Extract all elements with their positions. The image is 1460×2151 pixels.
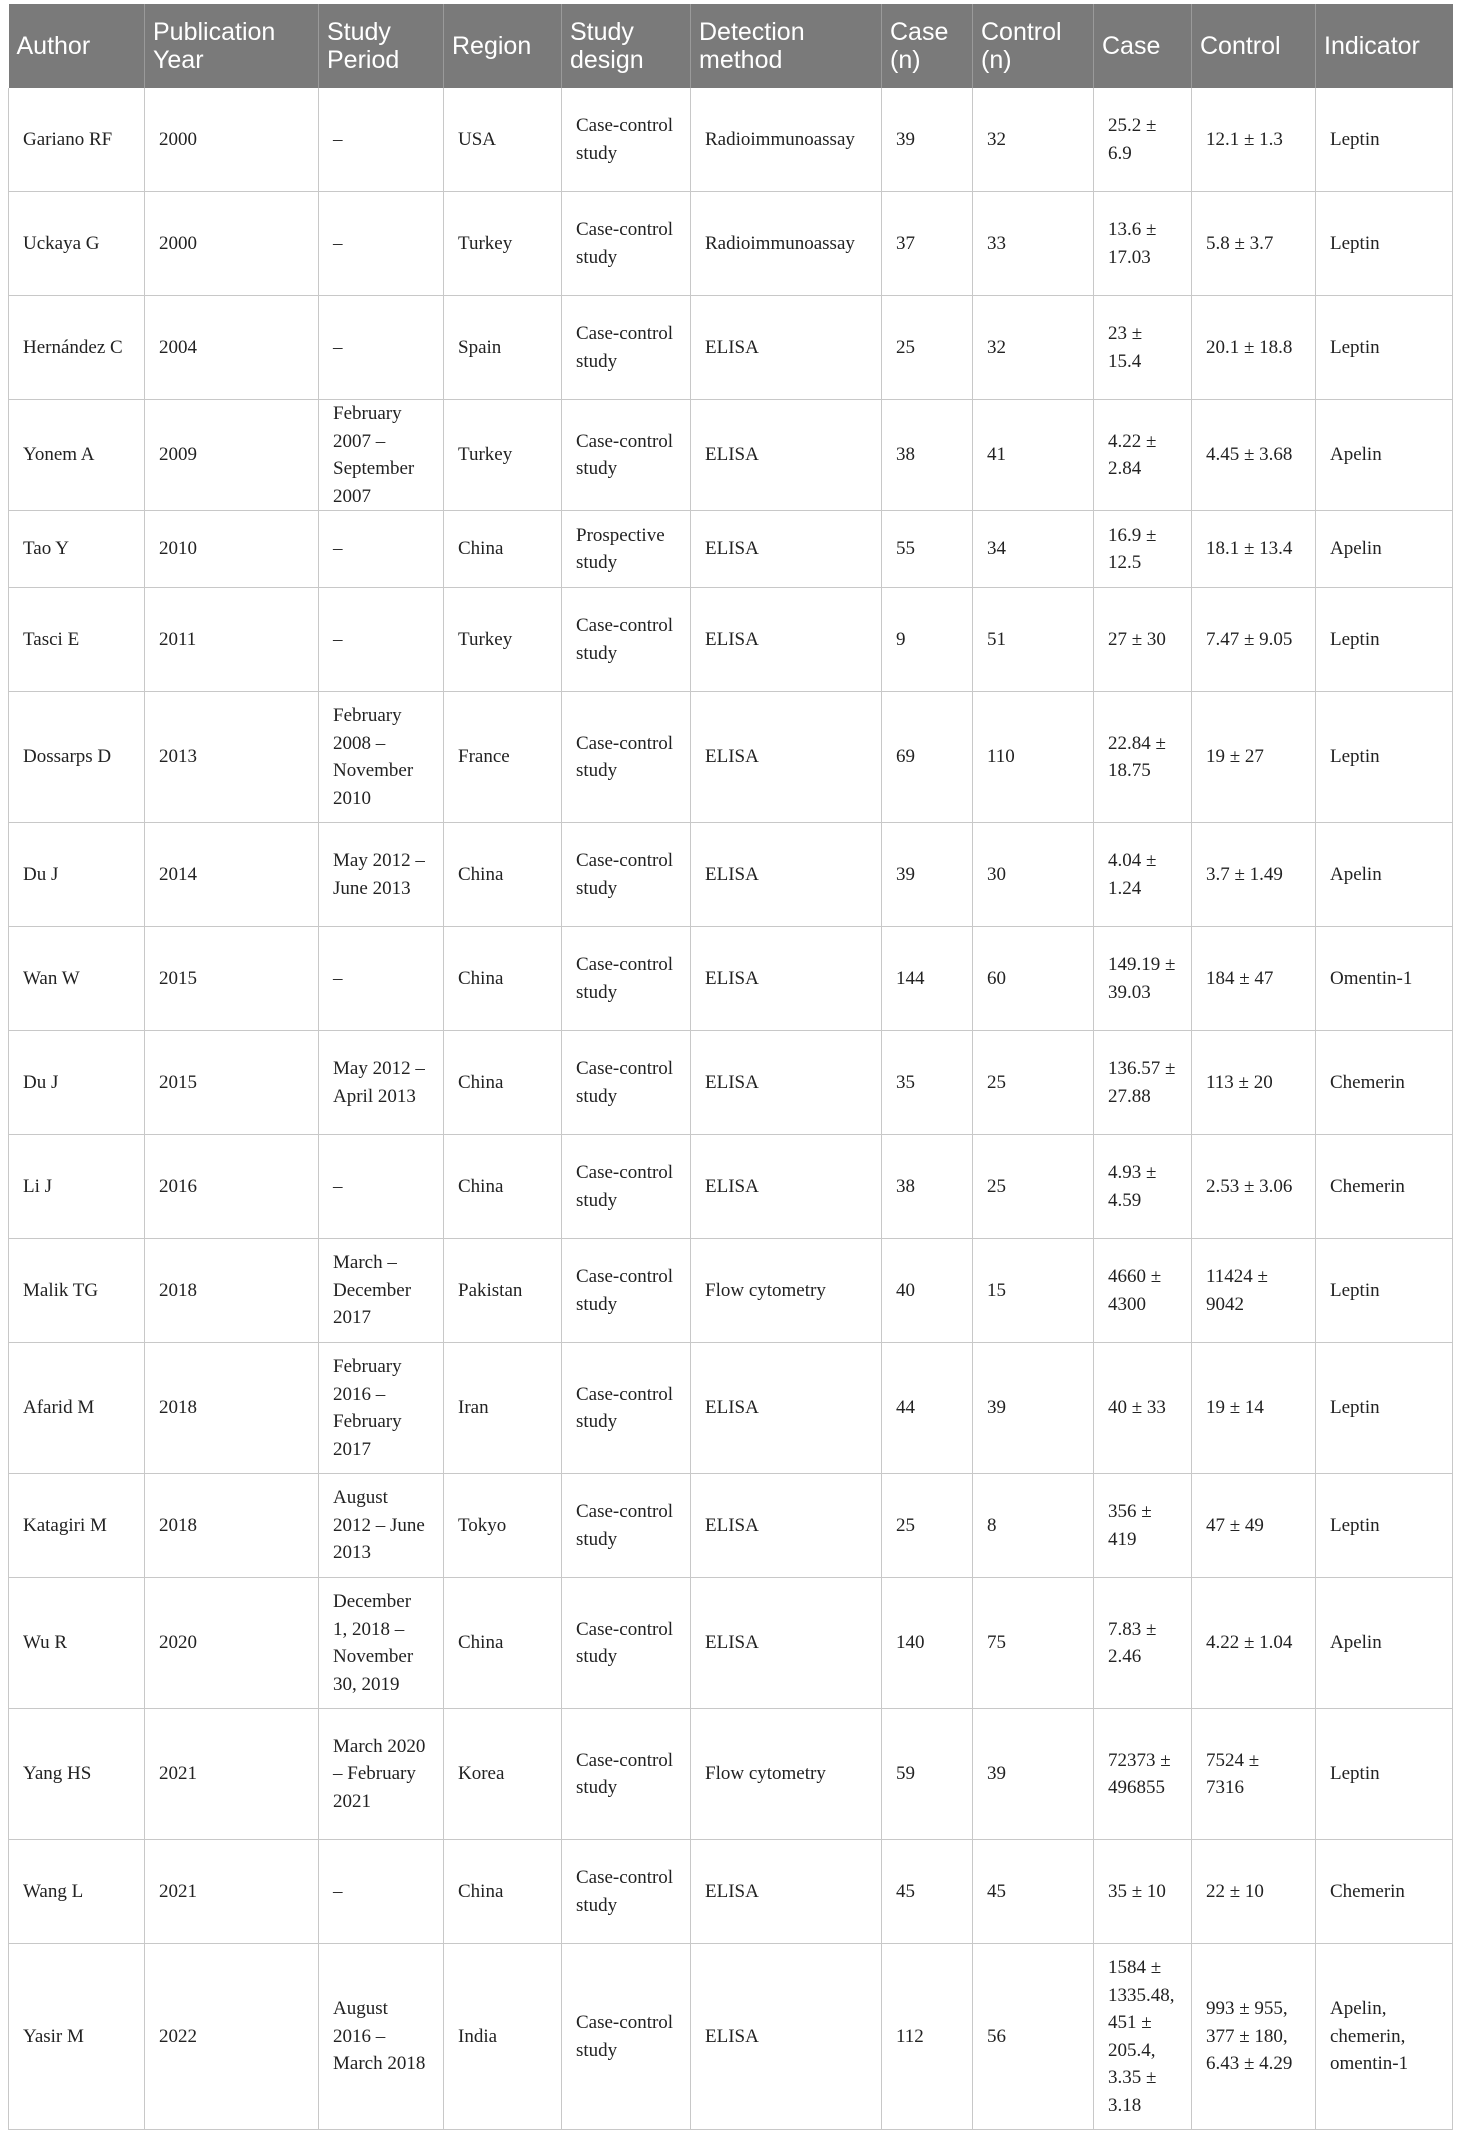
cell-publication-year: 2022 bbox=[145, 1944, 319, 2130]
cell-control-n: 110 bbox=[973, 692, 1094, 823]
cell-indicator: Omentin-1 bbox=[1316, 927, 1453, 1031]
cell-control: 5.8 ± 3.7 bbox=[1192, 192, 1316, 296]
cell-author: Yonem A bbox=[9, 400, 145, 511]
cell-indicator: Apelin bbox=[1316, 511, 1453, 588]
cell-region: India bbox=[444, 1944, 562, 2130]
cell-study-design: Case-control study bbox=[562, 192, 691, 296]
cell-detection-method: ELISA bbox=[691, 400, 882, 511]
cell-control: 184 ± 47 bbox=[1192, 927, 1316, 1031]
cell-indicator: Leptin bbox=[1316, 1474, 1453, 1578]
cell-case-n: 40 bbox=[882, 1239, 973, 1343]
cell-case-n: 59 bbox=[882, 1709, 973, 1840]
cell-study-design: Case-control study bbox=[562, 296, 691, 400]
cell-publication-year: 2010 bbox=[145, 511, 319, 588]
header-study-design: Study design bbox=[562, 4, 691, 88]
cell-study-design: Case-control study bbox=[562, 1135, 691, 1239]
cell-author: Tasci E bbox=[9, 588, 145, 692]
cell-indicator: Leptin bbox=[1316, 692, 1453, 823]
cell-region: USA bbox=[444, 88, 562, 192]
cell-author: Du J bbox=[9, 1031, 145, 1135]
cell-author: Yang HS bbox=[9, 1709, 145, 1840]
cell-author: Wu R bbox=[9, 1578, 145, 1709]
cell-detection-method: ELISA bbox=[691, 1031, 882, 1135]
cell-case-n: 140 bbox=[882, 1578, 973, 1709]
cell-study-period: – bbox=[319, 1135, 444, 1239]
cell-indicator: Apelin bbox=[1316, 823, 1453, 927]
cell-author: Yasir M bbox=[9, 1944, 145, 2130]
cell-control: 2.53 ± 3.06 bbox=[1192, 1135, 1316, 1239]
table-row bbox=[9, 1840, 1453, 1944]
cell-case-n: 144 bbox=[882, 927, 973, 1031]
cell-control-n: 56 bbox=[973, 1944, 1094, 2130]
cell-case: 149.19 ± 39.03 bbox=[1094, 927, 1192, 1031]
cell-author: Malik TG bbox=[9, 1239, 145, 1343]
table-row bbox=[9, 588, 1453, 692]
cell-case-n: 25 bbox=[882, 1474, 973, 1578]
header-control: Control bbox=[1192, 4, 1316, 88]
cell-case: 25.2 ± 6.9 bbox=[1094, 88, 1192, 192]
cell-region: Turkey bbox=[444, 192, 562, 296]
cell-study-period: August 2016 – March 2018 bbox=[319, 1944, 444, 2130]
cell-author: Dossarps D bbox=[9, 692, 145, 823]
cell-detection-method: ELISA bbox=[691, 1578, 882, 1709]
cell-control: 7.47 ± 9.05 bbox=[1192, 588, 1316, 692]
cell-region: Pakistan bbox=[444, 1239, 562, 1343]
table-row bbox=[9, 692, 1453, 823]
header-indicator: Indicator bbox=[1316, 4, 1453, 88]
cell-detection-method: ELISA bbox=[691, 588, 882, 692]
cell-publication-year: 2015 bbox=[145, 927, 319, 1031]
cell-control-n: 39 bbox=[973, 1343, 1094, 1474]
cell-case: 4.22 ± 2.84 bbox=[1094, 400, 1192, 511]
cell-indicator: Leptin bbox=[1316, 588, 1453, 692]
cell-indicator: Apelin, chemerin, omentin-1 bbox=[1316, 1944, 1453, 2130]
cell-region: Turkey bbox=[444, 400, 562, 511]
cell-indicator: Chemerin bbox=[1316, 1840, 1453, 1944]
cell-region: Korea bbox=[444, 1709, 562, 1840]
table-row bbox=[9, 1239, 1453, 1343]
table-row bbox=[9, 1709, 1453, 1840]
cell-case: 27 ± 30 bbox=[1094, 588, 1192, 692]
cell-author: Tao Y bbox=[9, 511, 145, 588]
cell-control-n: 45 bbox=[973, 1840, 1094, 1944]
header-case-n: Case (n) bbox=[882, 4, 973, 88]
cell-detection-method: Radioimmunoassay bbox=[691, 192, 882, 296]
cell-publication-year: 2021 bbox=[145, 1840, 319, 1944]
cell-region: China bbox=[444, 1031, 562, 1135]
cell-author: Katagiri M bbox=[9, 1474, 145, 1578]
table-row bbox=[9, 1578, 1453, 1709]
table-row bbox=[9, 1135, 1453, 1239]
cell-control-n: 32 bbox=[973, 296, 1094, 400]
cell-publication-year: 2016 bbox=[145, 1135, 319, 1239]
cell-region: China bbox=[444, 823, 562, 927]
cell-study-period: March – December 2017 bbox=[319, 1239, 444, 1343]
cell-publication-year: 2020 bbox=[145, 1578, 319, 1709]
cell-control: 11424 ± 9042 bbox=[1192, 1239, 1316, 1343]
cell-control: 47 ± 49 bbox=[1192, 1474, 1316, 1578]
table-row bbox=[9, 823, 1453, 927]
cell-control: 20.1 ± 18.8 bbox=[1192, 296, 1316, 400]
cell-author: Hernández C bbox=[9, 296, 145, 400]
cell-control: 7524 ± 7316 bbox=[1192, 1709, 1316, 1840]
cell-study-design: Case-control study bbox=[562, 692, 691, 823]
cell-study-period: May 2012 – April 2013 bbox=[319, 1031, 444, 1135]
table-row bbox=[9, 1474, 1453, 1578]
cell-case: 16.9 ± 12.5 bbox=[1094, 511, 1192, 588]
cell-case-n: 112 bbox=[882, 1944, 973, 2130]
cell-indicator: Chemerin bbox=[1316, 1135, 1453, 1239]
cell-case-n: 39 bbox=[882, 88, 973, 192]
header-case: Case bbox=[1094, 4, 1192, 88]
cell-publication-year: 2018 bbox=[145, 1474, 319, 1578]
cell-case-n: 45 bbox=[882, 1840, 973, 1944]
cell-case-n: 25 bbox=[882, 296, 973, 400]
cell-study-period: February 2016 – February 2017 bbox=[319, 1343, 444, 1474]
table-header-row bbox=[9, 4, 1453, 88]
cell-case-n: 38 bbox=[882, 1135, 973, 1239]
cell-study-period: – bbox=[319, 296, 444, 400]
cell-detection-method: Radioimmunoassay bbox=[691, 88, 882, 192]
cell-indicator: Chemerin bbox=[1316, 1031, 1453, 1135]
cell-detection-method: ELISA bbox=[691, 296, 882, 400]
table-row bbox=[9, 1031, 1453, 1135]
cell-indicator: Leptin bbox=[1316, 296, 1453, 400]
cell-study-period: – bbox=[319, 192, 444, 296]
cell-control-n: 60 bbox=[973, 927, 1094, 1031]
table-row bbox=[9, 1944, 1453, 2130]
header-author: Author bbox=[9, 4, 145, 88]
cell-author: Uckaya G bbox=[9, 192, 145, 296]
cell-study-design: Case-control study bbox=[562, 927, 691, 1031]
cell-case-n: 69 bbox=[882, 692, 973, 823]
cell-region: China bbox=[444, 511, 562, 588]
cell-study-design: Case-control study bbox=[562, 823, 691, 927]
header-detection-method: Detection method bbox=[691, 4, 882, 88]
cell-detection-method: ELISA bbox=[691, 511, 882, 588]
cell-control: 18.1 ± 13.4 bbox=[1192, 511, 1316, 588]
cell-control-n: 25 bbox=[973, 1031, 1094, 1135]
cell-case-n: 55 bbox=[882, 511, 973, 588]
cell-control-n: 39 bbox=[973, 1709, 1094, 1840]
cell-study-period: February 2007 – September 2007 bbox=[319, 400, 444, 511]
cell-study-period: May 2012 – June 2013 bbox=[319, 823, 444, 927]
cell-indicator: Apelin bbox=[1316, 400, 1453, 511]
cell-case: 22.84 ± 18.75 bbox=[1094, 692, 1192, 823]
table-body bbox=[9, 88, 1453, 2130]
cell-case: 40 ± 33 bbox=[1094, 1343, 1192, 1474]
cell-author: Li J bbox=[9, 1135, 145, 1239]
cell-study-design: Case-control study bbox=[562, 1343, 691, 1474]
cell-publication-year: 2009 bbox=[145, 400, 319, 511]
cell-region: Iran bbox=[444, 1343, 562, 1474]
cell-case: 136.57 ± 27.88 bbox=[1094, 1031, 1192, 1135]
cell-author: Afarid M bbox=[9, 1343, 145, 1474]
cell-control-n: 30 bbox=[973, 823, 1094, 927]
cell-control: 3.7 ± 1.49 bbox=[1192, 823, 1316, 927]
cell-control-n: 33 bbox=[973, 192, 1094, 296]
cell-study-period: – bbox=[319, 88, 444, 192]
cell-study-design: Case-control study bbox=[562, 1840, 691, 1944]
table-row bbox=[9, 1343, 1453, 1474]
cell-detection-method: ELISA bbox=[691, 1343, 882, 1474]
cell-publication-year: 2018 bbox=[145, 1343, 319, 1474]
cell-region: China bbox=[444, 927, 562, 1031]
cell-control-n: 32 bbox=[973, 88, 1094, 192]
cell-publication-year: 2013 bbox=[145, 692, 319, 823]
cell-author: Du J bbox=[9, 823, 145, 927]
cell-publication-year: 2000 bbox=[145, 192, 319, 296]
table-row bbox=[9, 296, 1453, 400]
cell-region: China bbox=[444, 1578, 562, 1709]
cell-case-n: 39 bbox=[882, 823, 973, 927]
cell-study-design: Case-control study bbox=[562, 1474, 691, 1578]
cell-publication-year: 2018 bbox=[145, 1239, 319, 1343]
cell-detection-method: ELISA bbox=[691, 1474, 882, 1578]
cell-detection-method: ELISA bbox=[691, 823, 882, 927]
header-region: Region bbox=[444, 4, 562, 88]
cell-indicator: Leptin bbox=[1316, 1709, 1453, 1840]
cell-case: 4.93 ± 4.59 bbox=[1094, 1135, 1192, 1239]
cell-region: China bbox=[444, 1135, 562, 1239]
table-row bbox=[9, 88, 1453, 192]
cell-detection-method: ELISA bbox=[691, 1944, 882, 2130]
cell-study-design: Case-control study bbox=[562, 88, 691, 192]
cell-study-period: February 2008 – November 2010 bbox=[319, 692, 444, 823]
header-study-period: Study Period bbox=[319, 4, 444, 88]
table-row bbox=[9, 400, 1453, 511]
cell-study-design: Case-control study bbox=[562, 1944, 691, 2130]
cell-study-period: August 2012 – June 2013 bbox=[319, 1474, 444, 1578]
cell-detection-method: ELISA bbox=[691, 692, 882, 823]
cell-detection-method: Flow cytometry bbox=[691, 1239, 882, 1343]
cell-region: Tokyo bbox=[444, 1474, 562, 1578]
cell-case-n: 9 bbox=[882, 588, 973, 692]
cell-control: 4.22 ± 1.04 bbox=[1192, 1578, 1316, 1709]
cell-study-period: – bbox=[319, 927, 444, 1031]
cell-indicator: Leptin bbox=[1316, 88, 1453, 192]
cell-control-n: 34 bbox=[973, 511, 1094, 588]
cell-study-period: December 1, 2018 – November 30, 2019 bbox=[319, 1578, 444, 1709]
cell-control: 113 ± 20 bbox=[1192, 1031, 1316, 1135]
cell-control: 19 ± 27 bbox=[1192, 692, 1316, 823]
table-row bbox=[9, 192, 1453, 296]
study-characteristics-table bbox=[8, 4, 1453, 2130]
cell-control-n: 8 bbox=[973, 1474, 1094, 1578]
cell-region: France bbox=[444, 692, 562, 823]
cell-study-period: – bbox=[319, 588, 444, 692]
cell-detection-method: Flow cytometry bbox=[691, 1709, 882, 1840]
cell-case: 7.83 ± 2.46 bbox=[1094, 1578, 1192, 1709]
cell-case-n: 44 bbox=[882, 1343, 973, 1474]
cell-case: 13.6 ± 17.03 bbox=[1094, 192, 1192, 296]
cell-case: 356 ± 419 bbox=[1094, 1474, 1192, 1578]
cell-publication-year: 2000 bbox=[145, 88, 319, 192]
cell-control-n: 15 bbox=[973, 1239, 1094, 1343]
header-control-n: Control (n) bbox=[973, 4, 1094, 88]
cell-control: 12.1 ± 1.3 bbox=[1192, 88, 1316, 192]
cell-region: China bbox=[444, 1840, 562, 1944]
cell-control: 19 ± 14 bbox=[1192, 1343, 1316, 1474]
cell-indicator: Leptin bbox=[1316, 1343, 1453, 1474]
cell-indicator: Apelin bbox=[1316, 1578, 1453, 1709]
cell-study-period: – bbox=[319, 511, 444, 588]
cell-case: 1584 ± 1335.48, 451 ± 205.4, 3.35 ± 3.18 bbox=[1094, 1944, 1192, 2130]
cell-control: 4.45 ± 3.68 bbox=[1192, 400, 1316, 511]
cell-control: 993 ± 955, 377 ± 180, 6.43 ± 4.29 bbox=[1192, 1944, 1316, 2130]
cell-case-n: 38 bbox=[882, 400, 973, 511]
cell-detection-method: ELISA bbox=[691, 1135, 882, 1239]
cell-region: Turkey bbox=[444, 588, 562, 692]
cell-indicator: Leptin bbox=[1316, 192, 1453, 296]
cell-indicator: Leptin bbox=[1316, 1239, 1453, 1343]
cell-publication-year: 2015 bbox=[145, 1031, 319, 1135]
cell-study-period: March 2020 – February 2021 bbox=[319, 1709, 444, 1840]
cell-publication-year: 2004 bbox=[145, 296, 319, 400]
cell-case: 4.04 ± 1.24 bbox=[1094, 823, 1192, 927]
header-publication-year: Publication Year bbox=[145, 4, 319, 88]
cell-author: Wan W bbox=[9, 927, 145, 1031]
cell-study-design: Case-control study bbox=[562, 400, 691, 511]
cell-control-n: 75 bbox=[973, 1578, 1094, 1709]
table-row bbox=[9, 927, 1453, 1031]
cell-control: 22 ± 10 bbox=[1192, 1840, 1316, 1944]
table-row bbox=[9, 511, 1453, 588]
cell-case-n: 37 bbox=[882, 192, 973, 296]
cell-region: Spain bbox=[444, 296, 562, 400]
cell-case: 35 ± 10 bbox=[1094, 1840, 1192, 1944]
cell-study-design: Prospective study bbox=[562, 511, 691, 588]
cell-study-design: Case-control study bbox=[562, 1578, 691, 1709]
cell-study-design: Case-control study bbox=[562, 588, 691, 692]
cell-publication-year: 2021 bbox=[145, 1709, 319, 1840]
cell-control-n: 25 bbox=[973, 1135, 1094, 1239]
cell-case-n: 35 bbox=[882, 1031, 973, 1135]
cell-study-design: Case-control study bbox=[562, 1031, 691, 1135]
cell-case: 23 ± 15.4 bbox=[1094, 296, 1192, 400]
cell-author: Wang L bbox=[9, 1840, 145, 1944]
cell-case: 72373 ± 496855 bbox=[1094, 1709, 1192, 1840]
cell-detection-method: ELISA bbox=[691, 1840, 882, 1944]
cell-study-design: Case-control study bbox=[562, 1709, 691, 1840]
cell-study-design: Case-control study bbox=[562, 1239, 691, 1343]
cell-author: Gariano RF bbox=[9, 88, 145, 192]
cell-case: 4660 ± 4300 bbox=[1094, 1239, 1192, 1343]
cell-control-n: 51 bbox=[973, 588, 1094, 692]
cell-publication-year: 2011 bbox=[145, 588, 319, 692]
cell-publication-year: 2014 bbox=[145, 823, 319, 927]
cell-study-period: – bbox=[319, 1840, 444, 1944]
cell-control-n: 41 bbox=[973, 400, 1094, 511]
cell-detection-method: ELISA bbox=[691, 927, 882, 1031]
